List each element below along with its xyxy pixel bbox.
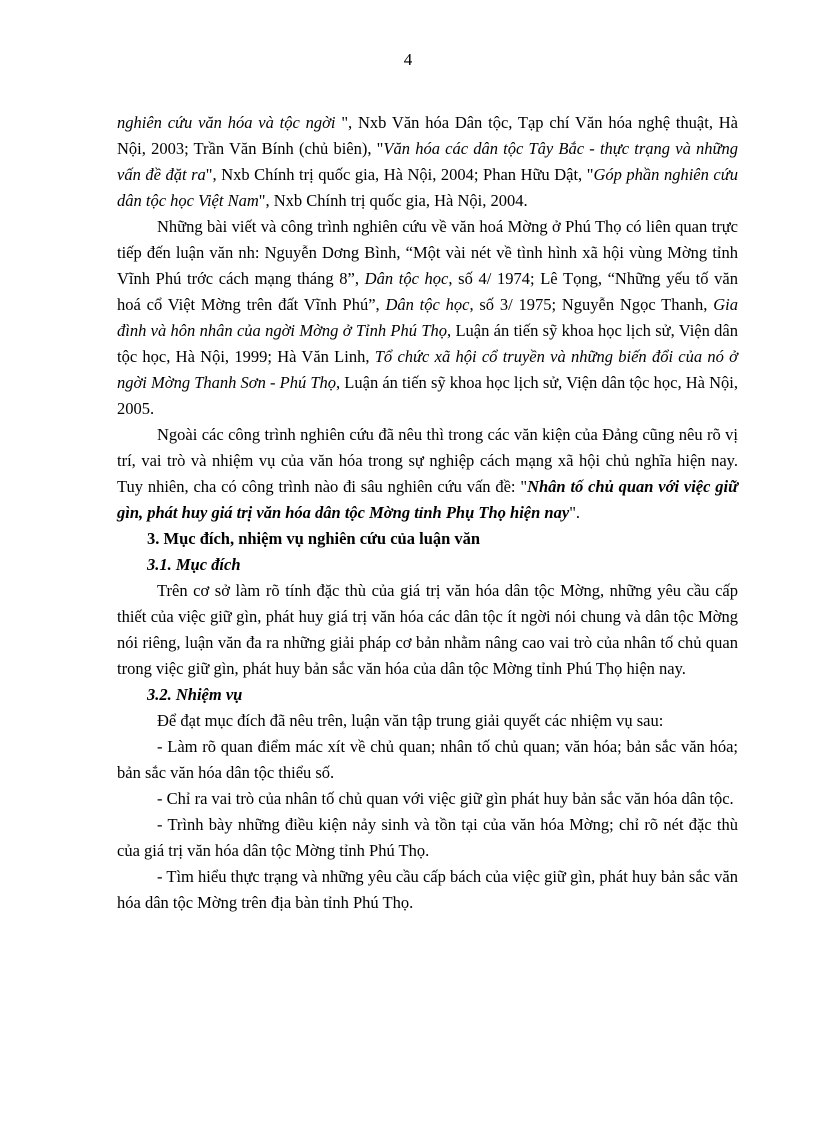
text-run: Những bài viết và công trình nghiên cứu về văn hoá Mờng ở Phú Thọ có liên quan trực tiếp đến luận văn nh: Nguyễn Dơng Bình, “Một vài nét về tình hình xã hội vùng Mờng tỉnh Vĩnh Phú trớc cách mạng tháng 8”, bbox=[117, 217, 738, 288]
journal-title: Dân tộc học bbox=[364, 269, 449, 288]
paragraph-tasks-intro: Để đạt mục đích đã nêu trên, luận văn tập trung giải quyết các nhiệm vụ sau: bbox=[157, 711, 664, 730]
text-run: , Luận án tiến sỹ khoa học lịch sử, Viện dân tộc học, Hà Nội, 1999; Hà Văn Linh, bbox=[117, 321, 738, 366]
ref-text: ", Nxb Chính trị quốc gia, Hà Nội, 2004. bbox=[258, 191, 528, 210]
section-heading: 3. Mục đích, nhiệm vụ nghiên cứu của luận văn bbox=[147, 529, 481, 548]
text-run: Ngoài các công trình nghiên cứu đã nêu thì trong các văn kiện của Đảng cũng nêu rõ vị trí, vai trò và nhiệm vụ của văn hóa trong sự nghiệp cách mạng xã hội chủ nghĩa hiện nay. Tuy nhiên, cha có công trình nào đi sâu nghiên cứu vấn đề: " bbox=[117, 425, 738, 496]
paragraph-party-documents bbox=[117, 422, 738, 526]
ref-title: Góp phần nghiên cứu dân tộc học Việt Nam bbox=[117, 165, 738, 210]
thesis-title: Tổ chức xã hội cổ truyền và những biến đổi của nó ở ngời Mờng Thanh Sơn - Phú Thọ bbox=[117, 347, 738, 392]
page-number: 4 bbox=[403, 50, 413, 69]
subsection-heading-purpose: 3.1. Mục đích bbox=[147, 555, 241, 574]
ref-text: ", Nxb Chính trị quốc gia, Hà Nội, 2004; Phan Hữu Dật, " bbox=[205, 165, 594, 184]
ref-title: nghiên cứu văn hóa và tộc ngời bbox=[117, 113, 342, 132]
thesis-title: Gia đình và hôn nhân của ngời Mờng ở Tỉnh Phú Thọ bbox=[117, 295, 738, 340]
task-item: - Tìm hiểu thực trạng và những yêu cầu cấp bách của việc giữ gìn, phát huy bản sắc văn hóa dân tộc Mờng trên địa bàn tỉnh Phú Thọ. bbox=[117, 867, 738, 912]
text-run: ". bbox=[569, 503, 581, 522]
ref-title: Văn hóa các dân tộc Tây Bắc - thực trạng và những vấn đề đặt ra bbox=[117, 139, 739, 184]
task-item: - Làm rõ quan điểm mác xít về chủ quan; nhân tố chủ quan; văn hóa; bản sắc văn hóa; bản sắc văn hóa dân tộc thiểu số. bbox=[117, 737, 738, 782]
text-run: , Luận án tiến sỹ khoa học lịch sử, Viện dân tộc học, Hà Nội, 2005. bbox=[117, 373, 738, 418]
paragraph-references-continued bbox=[117, 110, 738, 214]
task-item: - Trình bày những điều kiện nảy sinh và tồn tại của văn hóa Mờng; chỉ rõ nét đặc thù của giá trị văn hóa dân tộc Mờng tỉnh Phú Thọ. bbox=[117, 815, 738, 860]
paragraph-muong-studies bbox=[117, 214, 738, 422]
document-body bbox=[117, 110, 738, 916]
ref-text: ", Nxb Văn hóa Dân tộc, Tạp chí Văn hóa nghệ thuật, Hà Nội, 2003; Trần Văn Bính (chủ biên), " bbox=[117, 113, 738, 158]
text-run: , số 3/ 1975; Nguyễn Ngọc Thanh, bbox=[469, 295, 714, 314]
task-item: - Chỉ ra vai trò của nhân tố chủ quan với việc giữ gìn phát huy bản sắc văn hóa dân tộc. bbox=[157, 789, 734, 808]
text-run: , số 4/ 1974; Lê Tọng, “Những yếu tố văn hoá cổ Việt Mờng trên đất Vĩnh Phú”, bbox=[117, 269, 738, 314]
paragraph-purpose: Trên cơ sở làm rõ tính đặc thù của giá trị văn hóa dân tộc Mờng, những yêu cầu cấp thiết của việc giữ gìn, phát huy giá trị văn hóa các dân tộc ít ngời nói chung và dân tộc Mờng nói riêng, luận văn đa ra những giải pháp cơ bản nhằm nâng cao vai trò của nhân tố chủ quan trong việc giữ gìn, phát huy bản sắc văn hóa của dân tộc Mờng tỉnh Phú Thọ hiện nay. bbox=[117, 581, 738, 678]
journal-title: Dân tộc học bbox=[385, 295, 470, 314]
thesis-topic: Nhân tố chủ quan với việc giữ gìn, phát huy giá trị văn hóa dân tộc Mờng tỉnh Phụ Thọ hiện nay bbox=[117, 477, 738, 522]
subsection-heading-tasks: 3.2. Nhiệm vụ bbox=[147, 685, 243, 704]
